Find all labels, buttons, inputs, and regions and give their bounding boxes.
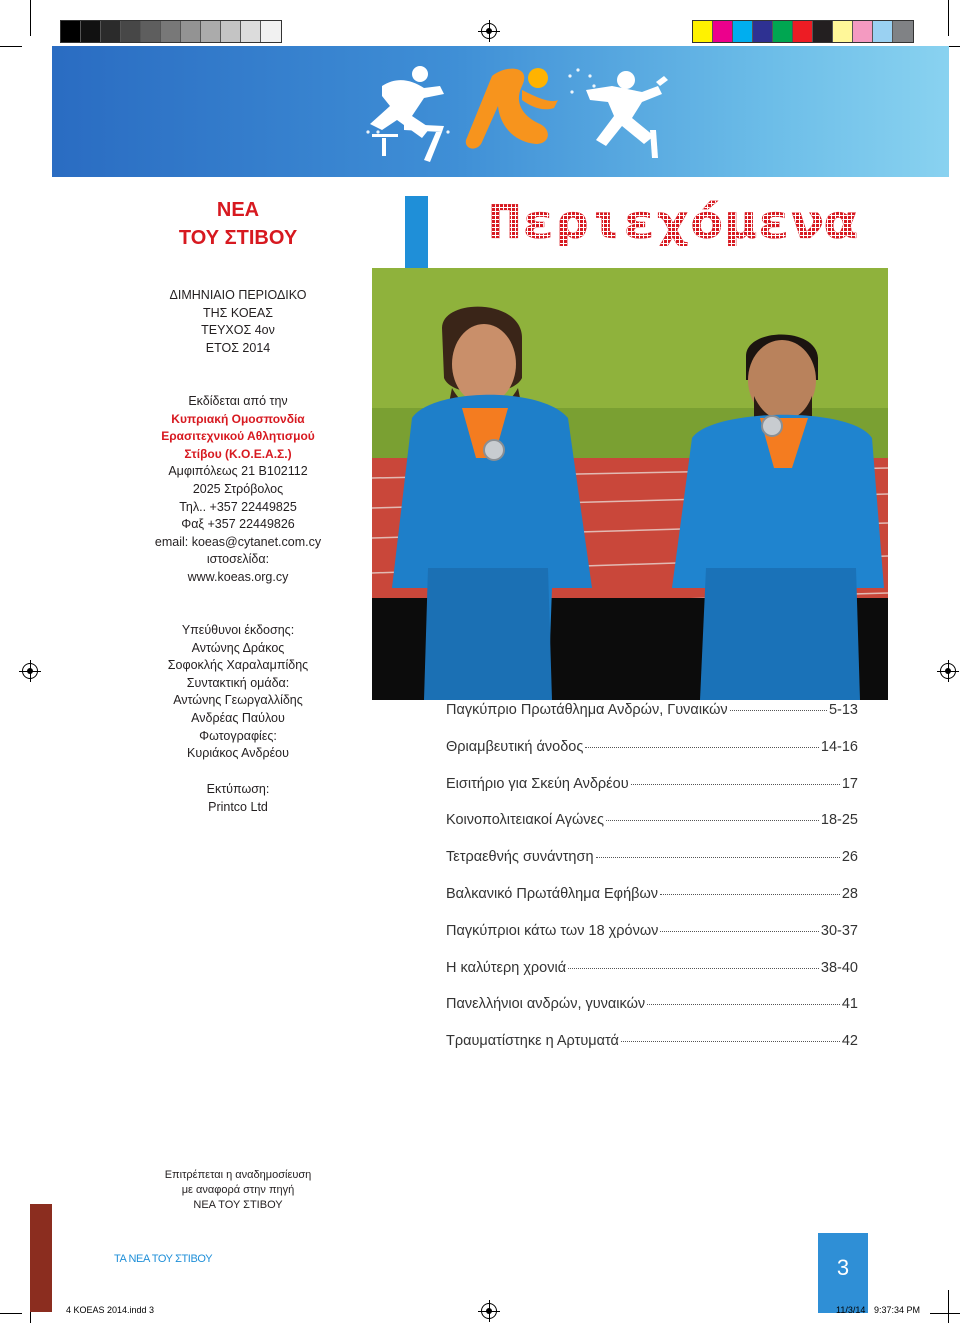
color-swatch — [733, 21, 753, 42]
toc-entry[interactable] — [446, 776, 858, 813]
issue-info-line: ΤΕΥΧΟΣ 4ον — [201, 323, 275, 338]
reprint-note-line: με αναφορά στην πηγή — [181, 1184, 295, 1196]
color-swatch — [221, 21, 241, 42]
registration-mark-icon — [22, 663, 38, 679]
color-swatch — [893, 21, 913, 42]
crop-mark — [0, 46, 22, 47]
toc-entry-page: 41 — [841, 996, 858, 1013]
toc-leader — [621, 1041, 840, 1042]
reprint-note-line: Επιτρέπεται η αναδημοσίευση — [164, 1169, 312, 1181]
toc-entry-title: Πανελλήνιοι ανδρών, γυναικών — [446, 996, 646, 1013]
credits-line: Υπεύθυνοι έκδοσης: — [181, 623, 295, 637]
color-swatch — [121, 21, 141, 42]
credits-line: Φωτογραφίες: — [199, 728, 277, 743]
credits-line: Αντώνης Γεωργαλλίδης — [173, 693, 303, 708]
publisher-info — [52, 393, 424, 587]
toc-entry-title: Βαλκανικό Πρωτάθλημα Εφήβων — [446, 885, 659, 902]
color-swatch — [793, 21, 813, 42]
credits-line: Κυριάκος Ανδρέου — [187, 746, 289, 761]
toc-entry-title: Τετραεθνής συνάντηση — [446, 849, 594, 866]
reprint-note-line: ΝΕΑ ΤΟΥ ΣΤΙΒΟΥ — [193, 1199, 283, 1211]
thrower-pictogram-icon — [586, 71, 668, 158]
contents-heading — [488, 196, 868, 246]
toc-leader — [585, 747, 819, 748]
toc-leader — [660, 931, 818, 932]
toc-entry[interactable] — [446, 996, 858, 1033]
toc-leader — [568, 968, 819, 969]
toc-entry-title: Κοινοπολιτειακοί Αγώνες — [446, 812, 605, 829]
toc-leader — [606, 820, 819, 821]
registration-mark-icon — [940, 663, 956, 679]
color-swatch — [161, 21, 181, 42]
crop-mark — [930, 1313, 960, 1314]
toc-leader — [631, 784, 840, 785]
footer-brand: ΤΑ ΝΕΑ ΤΟΥ ΣΤΙΒΟΥ — [114, 1253, 213, 1265]
masthead-line-2: ΤΟΥ ΣΤΙΒΟΥ — [178, 227, 298, 249]
color-swatch — [61, 21, 81, 42]
toc-entry-page: 5-13 — [828, 702, 858, 718]
color-swatch — [101, 21, 121, 42]
toc-entry-page: 38-40 — [820, 959, 858, 976]
slug-file-name: 4 KOEAS 2014.indd 3 — [66, 1305, 155, 1315]
color-swatch — [833, 21, 853, 42]
color-swatch — [813, 21, 833, 42]
toc-entry[interactable] — [446, 1033, 858, 1070]
toc-entry-title: Παγκύπριοι κάτω των 18 χρόνων — [446, 922, 659, 939]
slug-date: 11/3/14 — [836, 1305, 866, 1315]
color-swatch — [693, 21, 713, 42]
toc-entry-title: Η καλύτερη χρονιά — [446, 959, 567, 976]
toc-leader — [596, 857, 840, 858]
phone-line: Τηλ.. +357 22449825 — [179, 499, 297, 514]
color-swatch — [853, 21, 873, 42]
crop-mark — [948, 0, 949, 36]
toc-entry[interactable] — [446, 739, 858, 776]
toc-entry-page: 28 — [841, 885, 858, 902]
issue-info-line: ΤΗΣ ΚΟΕΑΣ — [203, 305, 273, 320]
registration-mark-icon — [481, 1303, 497, 1319]
credits-line: Συντακτική ομάδα: — [186, 675, 290, 690]
website-line: www.koeas.org.cy — [187, 569, 289, 584]
toc-entry[interactable] — [446, 702, 858, 739]
registration-mark-icon — [481, 23, 497, 39]
toc-entry-page: 42 — [841, 1033, 858, 1050]
crop-mark — [30, 0, 31, 36]
toc-entry[interactable] — [446, 960, 858, 997]
toc-entry[interactable] — [446, 886, 858, 923]
toc-entry-page: 17 — [841, 775, 858, 792]
slug-time: 9:37:34 PM — [874, 1305, 921, 1315]
toc-leader — [647, 1004, 840, 1005]
header-banner — [52, 46, 949, 177]
credits-line: Ανδρέας Παύλου — [191, 710, 285, 725]
toc-entry-title: Εισιτήριο για Σκεύη Ανδρέου — [446, 775, 629, 792]
color-swatch-strip — [692, 20, 914, 43]
credits-line: Σοφοκλής Χαραλαμπίδης — [167, 658, 309, 673]
toc-entry-title: Παγκύπριο Πρωτάθλημα Ανδρών, Γυναικών — [446, 702, 728, 718]
table-of-contents — [446, 702, 858, 1070]
magazine-masthead — [52, 196, 424, 252]
toc-entry-page: 26 — [841, 849, 858, 866]
toc-leader — [730, 710, 827, 711]
masthead-line-1: ΝΕΑ — [216, 199, 260, 221]
reprint-note — [52, 1168, 424, 1213]
address-line: Αμφιπόλεως 21 Β102112 — [168, 464, 308, 479]
toc-entry-page: 30-37 — [820, 922, 858, 939]
credits-line: Αντώνης Δράκος — [191, 640, 285, 655]
color-swatch — [753, 21, 773, 42]
printing-label: Εκτύπωση: — [206, 782, 270, 796]
publisher-org-line: Στίβου (Κ.Ο.Ε.Α.Σ.) — [184, 446, 292, 461]
page-number: 3 — [818, 1233, 868, 1313]
issue-info-line: ΔΙΜΗΝΙΑΙΟ ΠΕΡΙΟΔΙΚΟ — [169, 288, 307, 302]
color-swatch — [261, 21, 281, 42]
toc-entry[interactable] — [446, 849, 858, 886]
runner-pictogram-icon — [370, 66, 444, 162]
printing-value: Printco Ltd — [208, 799, 268, 814]
issue-info — [52, 287, 424, 357]
athletes-photo — [372, 268, 888, 700]
accent-bar — [405, 196, 428, 268]
toc-entry-title: Τραυματίστηκε η Αρτυματά — [446, 1033, 619, 1050]
footer-accent-bar — [30, 1204, 52, 1312]
color-swatch — [873, 21, 893, 42]
issue-info-line: ΕΤΟΣ 2014 — [205, 340, 271, 355]
color-swatch — [773, 21, 793, 42]
toc-entry[interactable] — [446, 923, 858, 960]
website-label: ιστοσελίδα: — [206, 552, 270, 567]
fax-line: Φαξ +357 22449826 — [181, 517, 295, 532]
crop-mark — [0, 1313, 22, 1314]
color-swatch — [81, 21, 101, 42]
color-swatch — [181, 21, 201, 42]
color-swatch — [141, 21, 161, 42]
toc-leader — [660, 894, 840, 895]
publisher-org-line: Κυπριακή Ομοσπονδία — [171, 411, 305, 426]
printing-info — [52, 781, 424, 816]
crop-mark — [948, 1290, 949, 1323]
publisher-org-line: Ερασιτεχνικού Αθλητισμού — [161, 429, 315, 444]
contents-title: Περιεχόμενα — [488, 196, 858, 246]
toc-entry[interactable] — [446, 812, 858, 849]
address-line: 2025 Στρόβολος — [192, 481, 284, 496]
color-swatch — [201, 21, 221, 42]
toc-entry-page: 18-25 — [820, 812, 858, 829]
email-line: email: koeas@cytanet.com.cy — [154, 534, 322, 549]
jumper-pictogram-icon — [466, 68, 558, 149]
toc-entry-page: 14-16 — [820, 738, 858, 755]
toc-entry-title: Θριαμβευτική άνοδος — [446, 738, 584, 755]
color-swatch — [241, 21, 261, 42]
athletics-pictograms — [52, 46, 949, 177]
publisher-intro: Εκδίδεται από την — [188, 394, 288, 408]
grayscale-swatch-strip — [60, 20, 282, 43]
credits — [52, 622, 424, 763]
color-swatch — [713, 21, 733, 42]
